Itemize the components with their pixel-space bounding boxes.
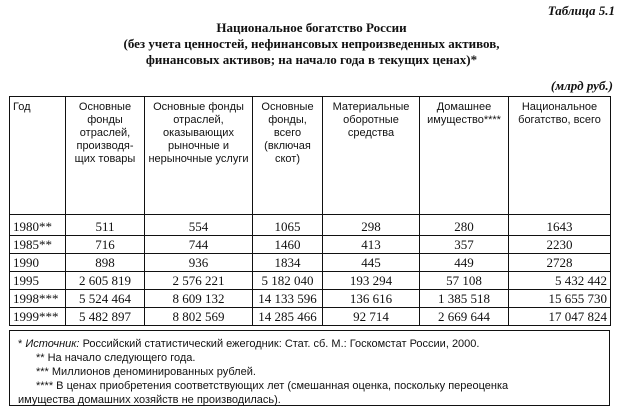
footnote-4-line-1: **** В ценах приобретения соответствующих лет (смешанная оценка, поскольку переоценка xyxy=(36,380,509,392)
year-cell: 1990 xyxy=(10,254,66,272)
table-row xyxy=(10,308,611,326)
title-line-3: финансовых активов; на начало года в текущих ценах)* xyxy=(145,52,478,67)
table-row xyxy=(10,236,611,254)
value-cell: 14 285 466 xyxy=(253,308,323,326)
value-cell: 744 xyxy=(145,236,253,254)
value-cell: 2 576 221 xyxy=(145,272,253,290)
value-cell: 1065 xyxy=(253,215,323,236)
footnote-4-line-2: имущества домашних хозяйств не производилась). xyxy=(18,394,281,406)
value-cell: 17 047 824 xyxy=(509,308,611,326)
value-cell: 2230 xyxy=(509,236,611,254)
table-number: Таблица 5.1 xyxy=(547,3,615,18)
value-cell: 898 xyxy=(66,254,145,272)
table-row xyxy=(10,272,611,290)
value-cell: 716 xyxy=(66,236,145,254)
year-cell: 1985** xyxy=(10,236,66,254)
value-cell: 298 xyxy=(323,215,420,236)
footnote-3: *** Миллионов деноминированных рублей. xyxy=(36,366,256,378)
value-cell: 1 385 518 xyxy=(420,290,509,308)
value-cell: 1834 xyxy=(253,254,323,272)
value-cell: 2 669 644 xyxy=(420,308,509,326)
value-cell: 357 xyxy=(420,236,509,254)
value-cell: 511 xyxy=(66,215,145,236)
year-cell: 1995 xyxy=(10,272,66,290)
value-cell: 413 xyxy=(323,236,420,254)
value-cell: 8 609 132 xyxy=(145,290,253,308)
header-goods-funds: Основные фонды отраслей, производя-щих товары xyxy=(66,97,145,215)
value-cell: 136 616 xyxy=(323,290,420,308)
value-cell: 1643 xyxy=(509,215,611,236)
source-mark: * xyxy=(18,338,23,350)
year-cell: 1980** xyxy=(10,215,66,236)
year-cell: 1998*** xyxy=(10,290,66,308)
value-cell: 57 108 xyxy=(420,272,509,290)
source-text: Российский статистический ежегодник: Стат. сб. М.: Госкомстат России, 2000. xyxy=(82,338,480,350)
table-row xyxy=(10,254,611,272)
table-row xyxy=(10,290,611,308)
value-cell: 445 xyxy=(323,254,420,272)
header-national-wealth: Национальное богатство, всего xyxy=(509,97,611,215)
wealth-table xyxy=(9,96,611,326)
header-services-funds: Основные фонды отраслей, оказывающих рыночные и нерыночные услуги xyxy=(145,97,253,215)
header-household-property: Домашнее имущество**** xyxy=(420,97,509,215)
value-cell: 936 xyxy=(145,254,253,272)
value-cell: 1460 xyxy=(253,236,323,254)
value-cell: 5 524 464 xyxy=(66,290,145,308)
value-cell: 5 432 442 xyxy=(509,272,611,290)
table-title xyxy=(0,20,623,68)
value-cell: 8 802 569 xyxy=(145,308,253,326)
value-cell: 14 133 596 xyxy=(253,290,323,308)
footnotes xyxy=(9,330,610,406)
header-working-capital: Материальные оборотные средства xyxy=(323,97,420,215)
header-total-funds: Основные фонды, всего (включая скот) xyxy=(253,97,323,215)
footnote-2: ** На начало следующего года. xyxy=(36,352,196,364)
year-cell: 1999*** xyxy=(10,308,66,326)
source-note xyxy=(18,337,605,351)
value-cell: 193 294 xyxy=(323,272,420,290)
value-cell: 554 xyxy=(145,215,253,236)
title-line-1: Национальное богатство России xyxy=(216,20,407,35)
value-cell: 449 xyxy=(420,254,509,272)
value-cell: 280 xyxy=(420,215,509,236)
unit-label: (млрд руб.) xyxy=(550,78,613,93)
value-cell: 15 655 730 xyxy=(509,290,611,308)
source-label: Источник: xyxy=(25,338,80,350)
header-row xyxy=(10,97,611,215)
header-year: Год xyxy=(10,97,66,215)
value-cell: 5 482 897 xyxy=(66,308,145,326)
title-line-2: (без учета ценностей, нефинансовых непроизведенных активов, xyxy=(123,36,500,51)
value-cell: 5 182 040 xyxy=(253,272,323,290)
value-cell: 2728 xyxy=(509,254,611,272)
value-cell: 92 714 xyxy=(323,308,420,326)
table-row xyxy=(10,215,611,236)
value-cell: 2 605 819 xyxy=(66,272,145,290)
